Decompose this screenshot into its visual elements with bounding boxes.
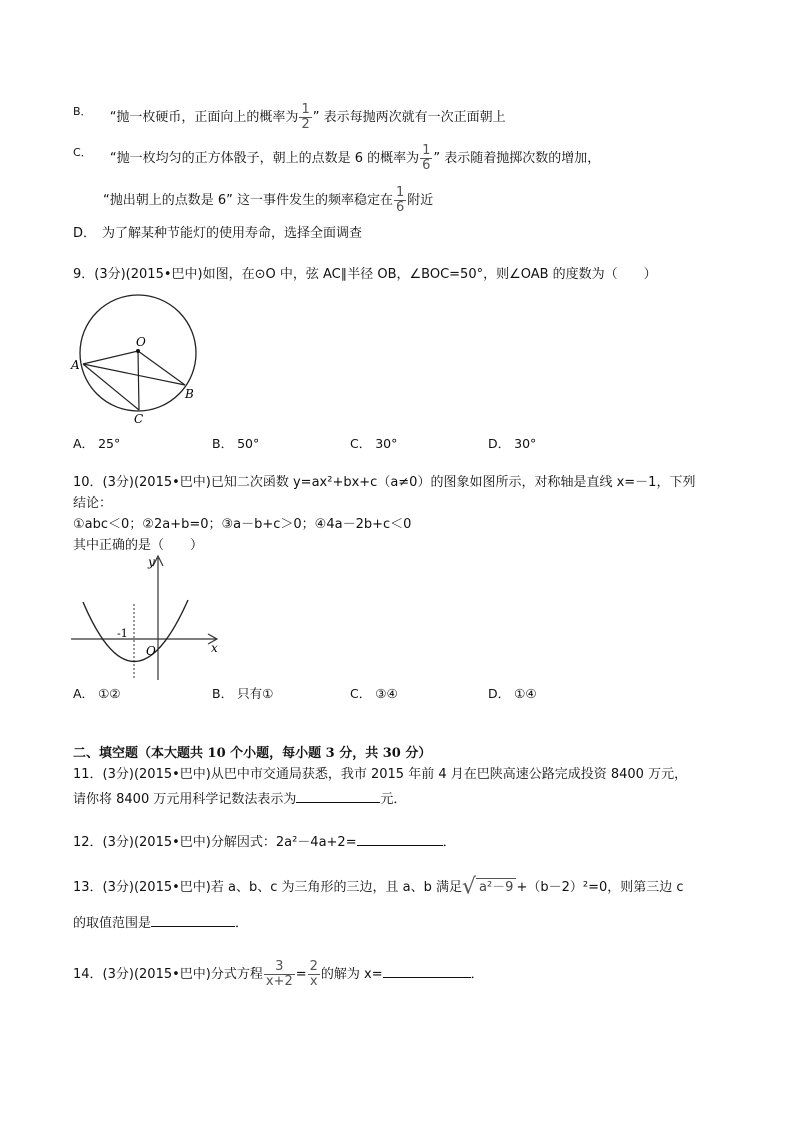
fraction: $\frac{2}{x}$ (309, 959, 318, 989)
label-c: C (134, 412, 144, 426)
parabola-curve (83, 600, 188, 662)
q14: 14．(3分)(2015•巴中)分式方程 $\frac{3}{x+2}$ = $\frac{2}{x}$ 的解为 x= ． (73, 959, 484, 989)
q8-option-d: D． 为了解某种节能灯的使用寿命，选择全面调查 (73, 226, 363, 241)
q9-stem: 9．(3分)(2015•巴中)如图，在⊙O 中，弦 AC∥半径 OB，∠BOC=50°，则∠OAB 的度数为（ ） (73, 267, 657, 282)
answer-blank[interactable] (151, 912, 235, 927)
segment-oc (138, 351, 139, 410)
q8-option-c-continued: “抛出朝上的点数是 6” 这一事件发生的频率稳定在 $\frac{1}{6}$ 附近 (103, 185, 434, 215)
fraction: $\frac{1}{6}$ (396, 185, 405, 215)
x-label: x (211, 641, 218, 655)
q9-option-c: C． 30° (350, 436, 398, 451)
q10-stem-line4: 其中正确的是（ ） (73, 538, 204, 553)
fraction: $\frac{3}{x+2}$ (265, 959, 293, 989)
tick-label-minus-one: -1 (117, 627, 128, 640)
radical-sign-icon: √ (461, 874, 476, 900)
q9-option-d: D． 30° (488, 436, 537, 451)
q10-option-d: D． ①④ (488, 686, 537, 701)
segment-oa (83, 351, 138, 364)
label-o: O (136, 335, 146, 349)
q9-circle-figure (70, 292, 210, 432)
q13-line1: 13．(3分)(2015•巴中)若 a、b、c 为三角形的三边，且 a、b 满足√ a²－9 +（b－2）²=0，则第三边 c (73, 874, 684, 900)
q9-option-a: A． 25° (73, 436, 121, 451)
answer-blank[interactable] (383, 963, 471, 978)
q12: 12．(3分)(2015•巴中)分解因式：2a²－4a+2= ． (73, 831, 456, 852)
answer-blank[interactable] (296, 788, 380, 803)
center-dot (136, 349, 140, 353)
y-label: y (148, 555, 155, 569)
q10-stem-line1: 10．(3分)(2015•巴中)已知二次函数 y=ax²+bx+c（a≠0）的图象如图所示，对称轴是直线 x=－1，下列 (73, 475, 696, 490)
label-a: A (71, 358, 80, 372)
fraction: $\frac{1}{2}$ (301, 102, 310, 132)
q9-option-b: B． 50° (212, 436, 260, 451)
q8-option-c: $^{C.}$ “抛一枚均匀的正方体骰子，朝上的点数是 6 的概率为 $\frac{1}{6}$ ” 表示随着抛掷次数的增加， (73, 143, 601, 173)
q10-option-c: C． ③④ (350, 686, 398, 701)
label-b: B (185, 387, 194, 401)
q11-line1: 11．(3分)(2015•巴中)从巴中市交通局获悉，我市 2015 年前 4 月在巴陕高速公路完成投资 8400 万元， (73, 767, 688, 782)
section-title: 二、填空题（本大题共 10 个小题，每小题 3 分，共 30 分） (73, 746, 432, 761)
q10-option-b: B． 只有① (212, 686, 274, 701)
q11-line2: 请你将 8400 万元用科学记数法表示为 元． (73, 788, 406, 809)
q10-conclusions: ①abc＜0；②2a+b=0；③a－b+c＞0；④4a－2b+c＜0 (73, 517, 412, 532)
answer-blank[interactable] (357, 831, 443, 846)
q8-option-b: $^{B.}$ “抛一枚硬币，正面向上的概率为 $\frac{1}{2}$ ” 表示每抛两次就有一次正面朝上 (73, 102, 506, 132)
square-root: √ a²－9 (462, 878, 516, 897)
q10-parabola-figure (68, 552, 228, 682)
fraction: $\frac{1}{6}$ (422, 143, 431, 173)
q10-stem-line2: 结论： (73, 496, 113, 511)
q10-option-a: A． ①② (73, 686, 121, 701)
origin-label: O (146, 644, 156, 658)
q13-line2: 的取值范围是 ． (73, 912, 248, 933)
